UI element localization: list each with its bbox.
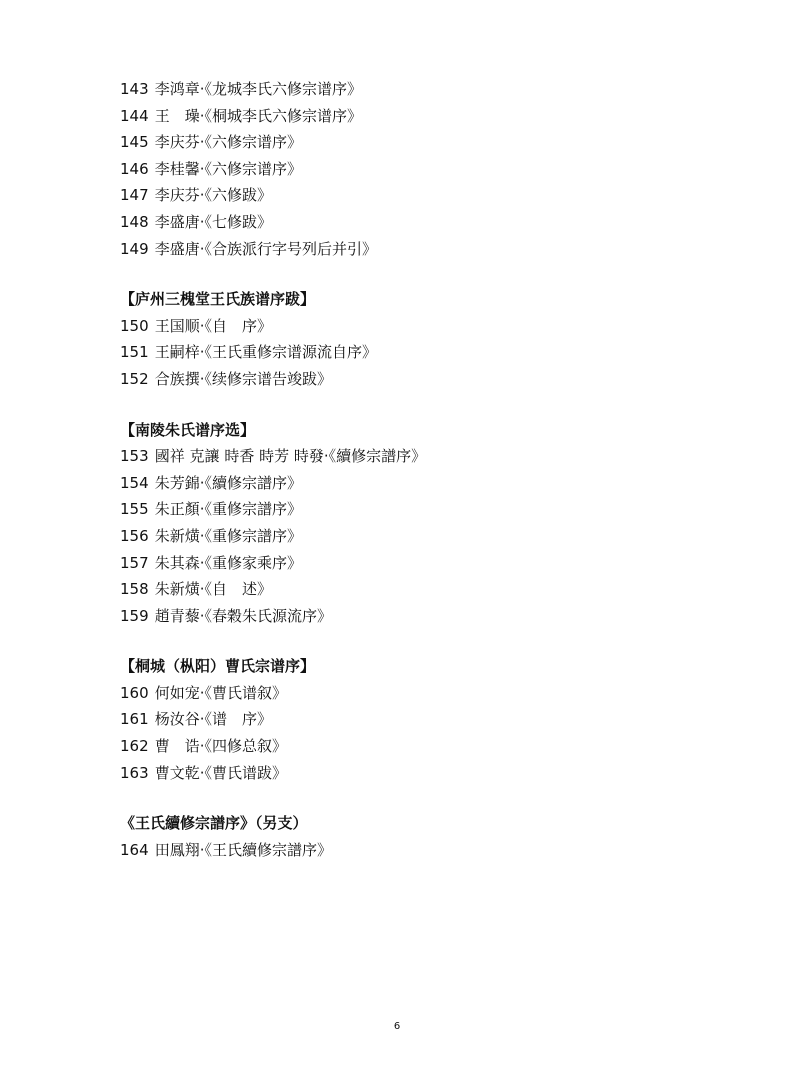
toc-entry (120, 209, 720, 236)
entry-text: 朱新熿·《自 述》 (154, 580, 273, 599)
table-of-contents (120, 76, 720, 863)
entry-number: 153 (120, 447, 149, 466)
entry-number: 143 (120, 80, 149, 98)
entry-number: 159 (120, 606, 149, 625)
toc-entry (120, 313, 720, 340)
section-heading: 【庐州三槐堂王氏族谱序跋】 (120, 290, 316, 309)
toc-entry (120, 366, 720, 393)
entry-number: 148 (120, 212, 149, 231)
toc-entry (120, 496, 720, 523)
entry-number: 163 (120, 763, 149, 782)
toc-entry (120, 339, 720, 366)
toc-entry (120, 470, 720, 497)
entry-text: 李鸿章·《龙城李氏六修宗谱序》 (154, 80, 363, 98)
toc-entry (120, 103, 720, 130)
entry-text: 朱新熿·《重修宗譜序》 (154, 526, 303, 545)
entry-number: 146 (120, 159, 149, 178)
section (120, 653, 720, 786)
entry-number: 154 (120, 473, 149, 492)
entry-number: 149 (120, 239, 149, 258)
section (120, 417, 720, 630)
toc-entry (120, 443, 720, 470)
entry-number: 147 (120, 186, 149, 205)
section-heading: 《王氏續修宗譜序》（另支） (120, 814, 308, 833)
section-heading: 【桐城（枞阳）曹氏宗谱序】 (120, 657, 316, 676)
section-heading: 【南陵朱氏谱序选】 (120, 420, 256, 439)
toc-entry (120, 156, 720, 183)
toc-entry (120, 76, 720, 103)
toc-entry (120, 837, 720, 864)
entry-text: 王嗣梓·《王氏重修宗谱源流自序》 (154, 343, 378, 362)
entry-number: 151 (120, 343, 149, 362)
section (120, 76, 720, 262)
entry-text: 國祥 克讓 時香 時芳 時發·《續修宗譜序》 (154, 447, 427, 466)
toc-entry (120, 236, 720, 263)
toc-entry (120, 129, 720, 156)
toc-entry (120, 550, 720, 577)
entry-number: 164 (120, 840, 149, 859)
entry-number: 158 (120, 580, 149, 599)
entry-text: 朱芳錦·《續修宗譜序》 (154, 473, 303, 492)
entry-number: 144 (120, 106, 149, 125)
toc-entry (120, 706, 720, 733)
entry-text: 王 璪·《桐城李氏六修宗谱序》 (154, 106, 363, 125)
entry-number: 152 (120, 369, 149, 388)
entry-text: 田鳳翔·《王氏續修宗譜序》 (154, 840, 333, 859)
entry-text: 合族撰·《续修宗谱告竣跋》 (154, 369, 333, 388)
entry-text: 朱其森·《重修家乘序》 (154, 553, 303, 572)
entry-number: 157 (120, 553, 149, 572)
entry-text: 曹 诰·《四修总叙》 (154, 737, 288, 756)
entry-text: 李盛唐·《七修跋》 (154, 212, 273, 231)
entry-number: 160 (120, 683, 149, 702)
entry-text: 何如宠·《曹氏谱叙》 (154, 683, 288, 702)
toc-entry (120, 603, 720, 630)
entry-number: 161 (120, 710, 149, 729)
entry-text: 王国顺·《自 序》 (154, 316, 273, 335)
entry-number: 156 (120, 526, 149, 545)
entry-text: 李盛唐·《合族派行字号列后并引》 (154, 239, 378, 258)
entry-number: 150 (120, 316, 149, 335)
toc-entry (120, 733, 720, 760)
toc-entry (120, 680, 720, 707)
entry-text: 趙青藜·《春穀朱氏源流序》 (154, 606, 333, 625)
toc-entry (120, 523, 720, 550)
entry-text: 李桂馨·《六修宗谱序》 (154, 159, 303, 178)
toc-entry (120, 182, 720, 209)
entry-text: 杨汝谷·《谱 序》 (154, 710, 273, 729)
section (120, 286, 720, 392)
section (120, 810, 720, 863)
entry-text: 朱正顏·《重修宗譜序》 (154, 500, 303, 519)
toc-entry (120, 760, 720, 787)
toc-entry (120, 576, 720, 603)
entry-text: 李庆芬·《六修跋》 (154, 186, 273, 205)
entry-number: 155 (120, 500, 149, 519)
entry-text: 李庆芬·《六修宗谱序》 (154, 133, 303, 152)
page-number: 6 (393, 1021, 401, 1032)
entry-number: 162 (120, 737, 149, 756)
entry-text: 曹文乾·《曹氏谱跋》 (154, 763, 288, 782)
entry-number: 145 (120, 133, 149, 152)
